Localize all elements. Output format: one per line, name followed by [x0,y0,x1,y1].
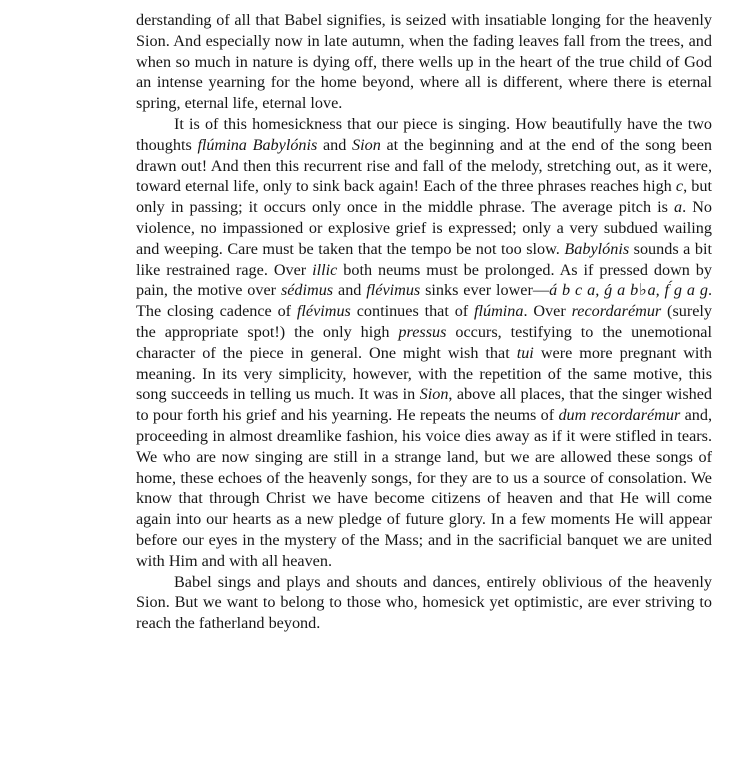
text-run: sounds a bit like restrained rage. Over [136,239,712,279]
italic-term: dum recordarémur [558,406,681,425]
text-run: . Over [523,302,572,321]
italic-term: sédimus [280,281,334,300]
italic-term: Sion [419,385,449,404]
text-run: , above all places, that the singer wished to pour forth his grief and his yearning. He repeats the neums of [136,385,712,425]
text-run: . No violence, no impassioned or explosive grief is expressed; only a very subdued wailing and weeping. Care must be taken that the tempo be not too slow. [136,198,712,258]
italic-term: pressus [398,322,447,341]
italic-term: Babylónis [564,239,630,258]
italic-term: á b c a, ǵ a b♭a, f́ g a g [549,281,708,300]
italic-term: tui [516,343,534,362]
text-run: and [317,135,353,154]
paragraph-3 [136,572,712,634]
italic-term: flúmina Babylónis [197,135,318,154]
italic-term: illic [312,260,338,279]
text-run: occurs, testifying to the unemotional character of the piece in general. One might wish that [136,322,712,362]
text-run: sinks ever lower— [420,281,550,300]
italic-term: recordarémur [571,302,662,321]
text-run: and [333,281,367,300]
text-run: continues that of [350,302,475,321]
text-run: , but only in passing; it occurs only once in the middle phrase. The average pitch is [136,177,712,217]
text-run: . The closing cadence of [136,281,712,321]
italic-term: flévimus [366,281,421,300]
paragraph-1 [136,10,712,114]
italic-term: flévimus [296,302,351,321]
paragraph-2 [136,114,712,572]
italic-term: flúmina [474,302,524,321]
text-run: (surely the appropriate spot!) the only high [136,302,713,341]
italic-term: c [675,177,684,196]
text-run: both neums must be prolonged. As if pressed down by pain, the motive over [136,260,712,300]
italic-term: a [674,198,683,217]
text-run: were more pregnant with meaning. In its very simplicity, however, with the repetition of the same motive, this song succeeds in telling us much. It was in [136,343,712,404]
text-run: at the beginning and at the end of the song been drawn out! And then this recurrent rise and fall of the melody, stretching out, as it were, toward eternal life, only to sink back again! Each of the three phrases reaches high [136,135,712,196]
text-run: derstanding of all that Babel signifies, is seized with insatiable longing for the heavenly Sion. And especially now in late autumn, when the fading leaves fall from the trees, and when so much in nature is dying off, there wells up in the heart of the true child of God an intense yearning for the home beyond, where all is different, where there is eternal spring, eternal life, eternal love. [136,11,712,113]
italic-term: Sion [352,135,381,154]
text-run: Babel sings and plays and shouts and dances, entirely oblivious of the heavenly Sion. But we want to belong to those who, homesick yet optimistic, are ever striving to reach the fatherland beyond. [136,572,712,633]
text-run: and, proceeding in almost dreamlike fashion, his voice dies away as if it were stifled in tears. We who are now singing are still in a strange land, but we are allowed these songs of home, these echoes of the heavenly songs, for they are to us a source of consolation. We know that through Christ we have become citizens of heaven and that He will come again into our hearts as a new pledge of future glory. In a few moments He will appear before our eyes in the mystery of the Mass; and in the sacrificial banquet we are united with Him and with all heaven. [136,406,712,570]
book-page [136,10,712,634]
text-run: It is of this homesickness that our piece is singing. How beautifully have the two thoughts [136,114,712,154]
